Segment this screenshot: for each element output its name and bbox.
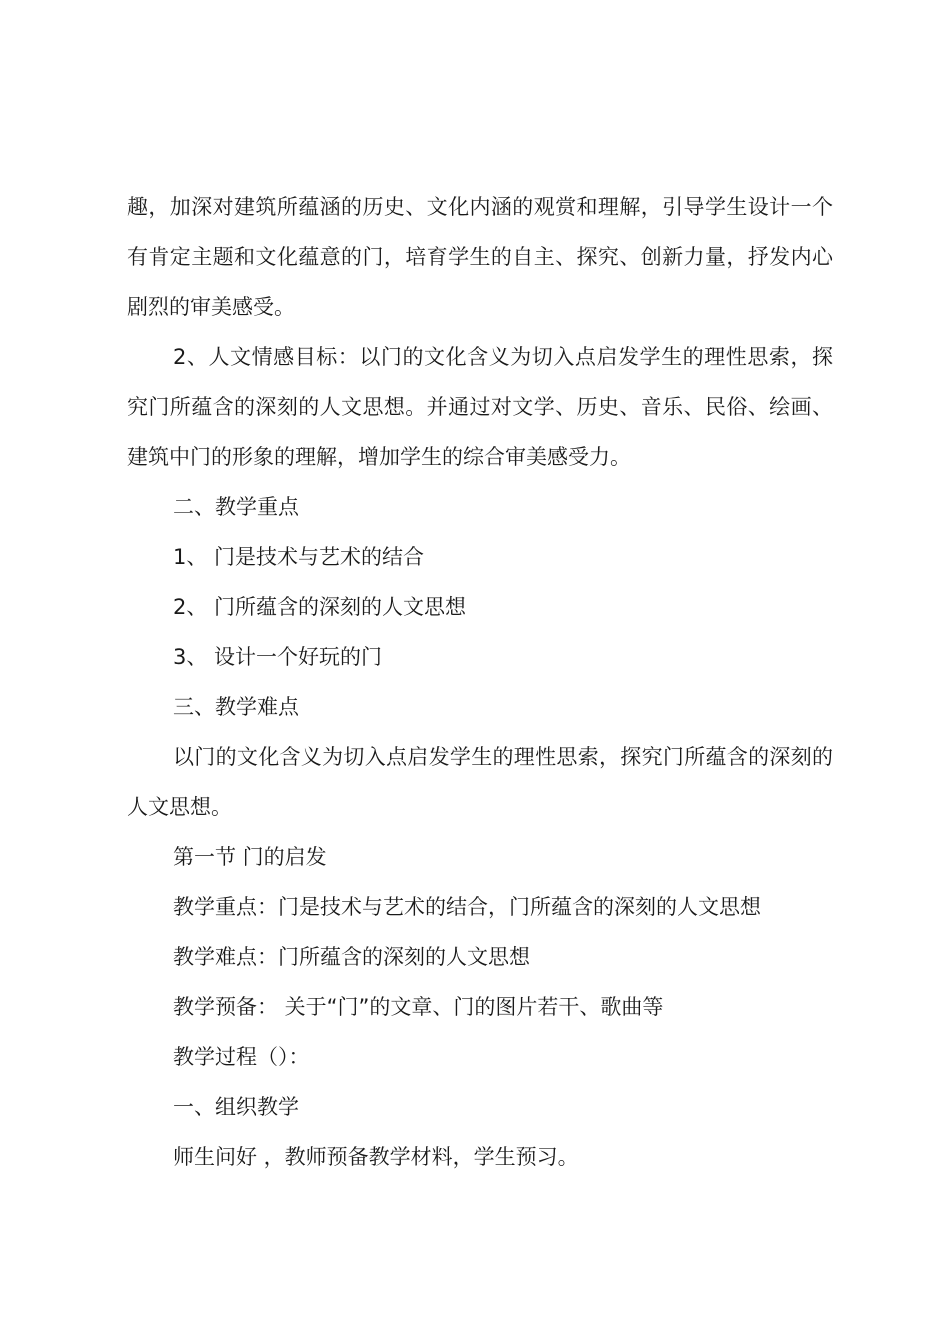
- section-preparation: 教学预备： 关于“门”的文章、门的图片若干、歌曲等: [173, 995, 664, 1019]
- heading-organize-teaching: 一、组织教学: [173, 1095, 299, 1119]
- heading-section-one: 第一节 门的启发: [173, 845, 327, 869]
- paragraph-goal-continuation: 趣，加深对建筑所蕴涵的历史、文化内涵的观赏和理解，引导学生设计一个有肯定主题和文化蕴意的门，培育学生的自主、探究、创新力量，抒发内心剧烈的审美感受。: [127, 195, 833, 319]
- focus-item-3: 3、 设计一个好玩的门: [173, 645, 383, 669]
- section-difficulty: 教学难点：门所蕴含的深刻的人文思想: [173, 945, 530, 969]
- paragraph-humanistic-goal: 2、人文情感目标：以门的文化含义为切入点启发学生的理性思索，探究门所蕴含的深刻的人文思想。并通过对文学、历史、音乐、民俗、绘画、建筑中门的形象的理解，增加学生的综合审美感受力。: [127, 345, 833, 469]
- section-process: 教学过程（）：: [173, 1045, 310, 1069]
- focus-item-1: 1、 门是技术与艺术的结合: [173, 545, 425, 569]
- heading-teaching-focus: 二、教学重点: [173, 495, 299, 519]
- paragraph-greeting: 师生问好 ，教师预备教学材料，学生预习。: [173, 1145, 579, 1169]
- section-focus: 教学重点：门是技术与艺术的结合，门所蕴含的深刻的人文思想: [173, 895, 761, 919]
- document-body: [127, 182, 833, 1182]
- heading-teaching-difficulty: 三、教学难点: [173, 695, 299, 719]
- focus-item-2: 2、 门所蕴含的深刻的人文思想: [173, 595, 467, 619]
- paragraph-difficulty: 以门的文化含义为切入点启发学生的理性思索，探究门所蕴含的深刻的人文思想。: [127, 745, 833, 819]
